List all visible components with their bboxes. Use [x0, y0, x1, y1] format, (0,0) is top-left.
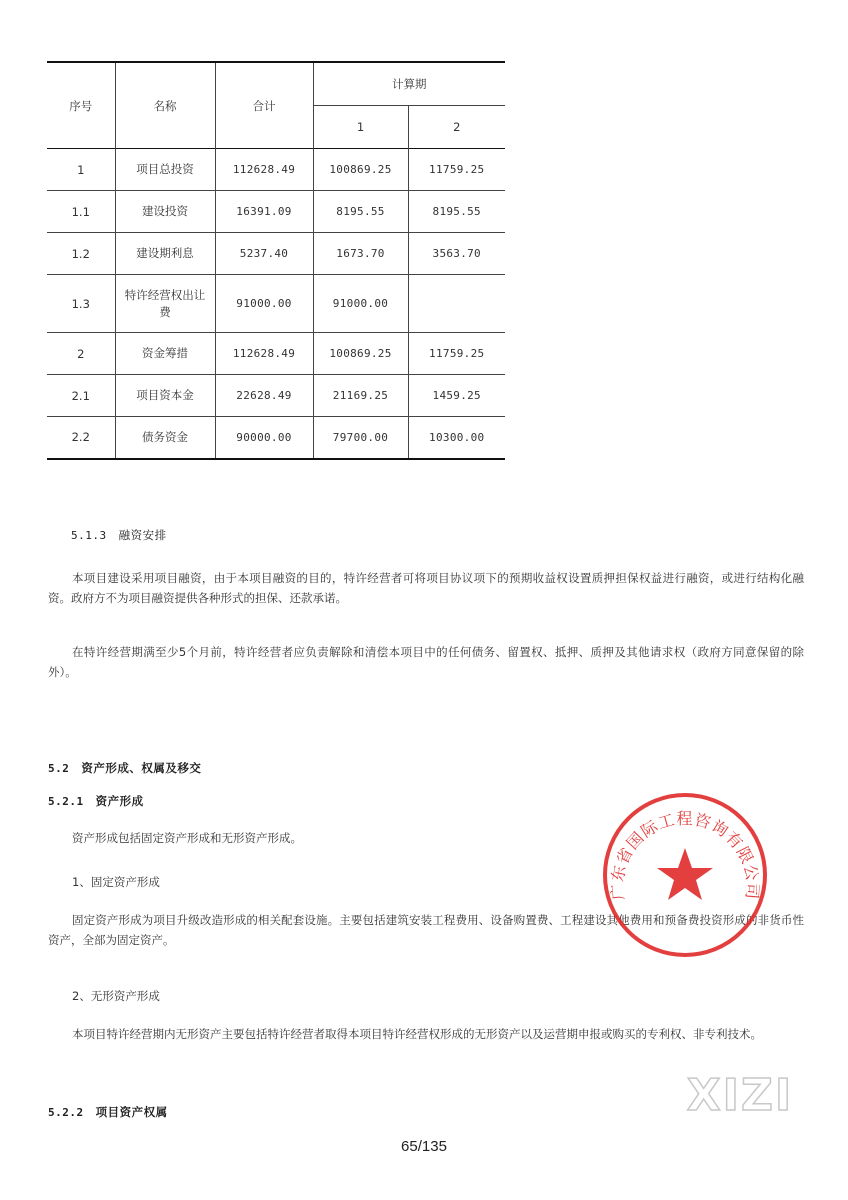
cell-seq: 2: [77, 346, 85, 361]
paragraph-asset-formation: 资产形成包括固定资产形成和无形资产形成。: [72, 831, 302, 845]
cell-period-2: 10300.00: [408, 417, 505, 459]
cell-total: 112628.49: [215, 149, 313, 191]
section-title: 资产形成: [95, 794, 144, 808]
cell-period-1: 91000.00: [313, 275, 408, 333]
section-number: 5.2.2: [48, 1106, 84, 1119]
cell-name: 建设投资: [115, 191, 215, 233]
table-row: [47, 149, 505, 191]
section-number: 5.2.1: [48, 795, 84, 808]
cell-total: 90000.00: [215, 417, 313, 459]
company-seal: [600, 790, 770, 960]
table-row: [47, 333, 505, 375]
header-total: 合计: [215, 62, 313, 149]
cell-period-2: 11759.25: [408, 333, 505, 375]
paragraph-fixed-assets: 固定资产形成为项目升级改造形成的相关配套设施。主要包括建筑安装工程费用、设备购置费、工程建设其他费用和预备费投资形成的非货币性资产，全部为固定资产。: [48, 913, 804, 947]
cell-seq: 1.1: [71, 204, 90, 219]
table-row: [47, 375, 505, 417]
watermark-logo: [680, 1068, 800, 1118]
cell-seq: 1: [77, 162, 85, 177]
section-title: 项目资产权属: [95, 1105, 168, 1119]
cell-seq: 1.3: [71, 296, 90, 311]
cell-seq: 1.2: [71, 246, 90, 261]
cell-period-2: [408, 275, 505, 333]
cell-total: 112628.49: [215, 333, 313, 375]
subheading-intangible-assets: 2、无形资产形成: [72, 989, 160, 1003]
cell-seq: 2.2: [71, 430, 90, 445]
cell-period-1: 8195.55: [313, 191, 408, 233]
svg-text:XIZI: XIZI: [686, 1070, 794, 1118]
header-period-2: 2: [408, 106, 505, 149]
section-number: 5.1.3: [71, 529, 107, 542]
cell-name: 债务资金: [115, 417, 215, 459]
header-period: 计算期: [313, 62, 505, 106]
cell-period-2: 1459.25: [408, 375, 505, 417]
cell-period-1: 100869.25: [313, 333, 408, 375]
cell-total: 5237.40: [215, 233, 313, 275]
paragraph-financing: 本项目建设采用项目融资，由于本项目融资的目的，特许经营者可将项目协议项下的预期收益权设置质押担保权益进行融资，或进行结构化融资。政府方不为项目融资提供各种形式的担保、还款承诺。: [48, 571, 804, 605]
section-title: 资产形成、权属及移交: [81, 761, 202, 775]
section-heading-5-2-1: [48, 791, 144, 812]
cell-period-2: 3563.70: [408, 233, 505, 275]
header-name: 名称: [115, 62, 215, 149]
cell-period-1: 100869.25: [313, 149, 408, 191]
page-number: 65/135: [401, 1138, 447, 1155]
subheading-fixed-assets: 1、固定资产形成: [72, 875, 160, 889]
cell-name: 项目资本金: [115, 375, 215, 417]
table-row: [47, 275, 505, 333]
cell-name: 特许经营权出让费: [115, 275, 215, 333]
cell-period-1: 21169.25: [313, 375, 408, 417]
cell-total: 16391.09: [215, 191, 313, 233]
paragraph-debt-clearance: 在特许经营期满至少5个月前，特许经营者应负责解除和清偿本项目中的任何债务、留置权、抵押、质押及其他请求权（政府方同意保留的除外）。: [48, 645, 804, 679]
section-title: 融资安排: [118, 528, 167, 542]
table-row: [47, 417, 505, 459]
cell-name: 建设期利息: [115, 233, 215, 275]
table-row: [47, 233, 505, 275]
cell-total: 91000.00: [215, 275, 313, 333]
header-seq: 序号: [69, 98, 93, 113]
header-period-1: 1: [313, 106, 408, 149]
section-number: 5.2: [48, 762, 70, 775]
cell-period-1: 79700.00: [313, 417, 408, 459]
cell-period-2: 8195.55: [408, 191, 505, 233]
section-heading-5-2: [48, 758, 201, 779]
investment-table: [47, 61, 505, 460]
table-row: [47, 191, 505, 233]
section-heading-5-2-2: [48, 1102, 168, 1123]
section-heading-5-1-3: [71, 525, 167, 546]
paragraph-intangible-assets: 本项目特许经营期内无形资产主要包括特许经营者取得本项目特许经营权形成的无形资产以及运营期申报或购买的专利权、非专利技术。: [72, 1027, 762, 1041]
cell-name: 项目总投资: [115, 149, 215, 191]
cell-period-1: 1673.70: [313, 233, 408, 275]
svg-text:广东省国际工程咨询有限公司: 广东省国际工程咨询有限公司: [607, 809, 763, 901]
cell-period-2: 11759.25: [408, 149, 505, 191]
cell-total: 22628.49: [215, 375, 313, 417]
cell-seq: 2.1: [71, 388, 90, 403]
cell-name: 资金筹措: [115, 333, 215, 375]
